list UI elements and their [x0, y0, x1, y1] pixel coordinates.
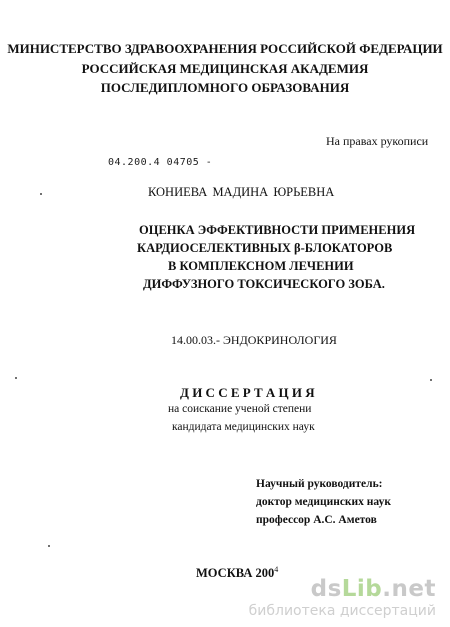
specialty-code: 14.00.03.- ЭНДОКРИНОЛОГИЯ: [171, 333, 337, 347]
title-line-3: В КОМПЛЕКСНОМ ЛЕЧЕНИИ: [168, 259, 354, 273]
supervisor-label: Научный руководитель:: [256, 478, 383, 490]
degree-subtitle-2: кандидата медицинских наук: [172, 421, 315, 433]
city-year-printed: МОСКВА 200: [196, 566, 275, 581]
degree-subtitle-1: на соискание ученой степени: [168, 403, 312, 415]
watermark-brand: [249, 576, 436, 602]
watermark-brand-net: .net: [382, 576, 436, 602]
author-name: КОНИЕВА МАДИНА ЮРЬЕВНА: [148, 185, 335, 199]
watermark-brand-lib: Lib: [341, 576, 383, 602]
rights-note: На правах рукописи: [326, 134, 429, 148]
scan-speck: [48, 545, 50, 547]
supervisor-name: профессор А.С. Аметов: [256, 514, 377, 526]
ministry-line-3: ПОСЛЕДИПЛОМНОГО ОБРАЗОВАНИЯ: [100, 80, 350, 95]
dissertation-heading: Д И С С Е Р Т А Ц И Я: [180, 385, 315, 400]
title-line-2: КАРДИОСЕЛЕКТИВНЫХ β-БЛОКАТОРОВ: [137, 241, 393, 255]
ministry-line-2: РОССИЙСКАЯ МЕДИЦИНСКАЯ АКАДЕМИЯ: [81, 61, 369, 76]
ministry-line-1: МИНИСТЕРСТВО ЗДРАВООХРАНЕНИЯ РОССИЙСКОЙ ФЕДЕРАЦИИ: [7, 41, 443, 56]
title-line-1: ОЦЕНКА ЭФФЕКТИВНОСТИ ПРИМЕНЕНИЯ: [139, 223, 416, 237]
watermark: [249, 576, 436, 619]
supervisor-degree: доктор медицинских наук: [256, 496, 391, 508]
scan-speck: [40, 193, 42, 195]
year-handwritten: 4: [274, 565, 279, 574]
watermark-brand-ds: ds: [310, 576, 342, 602]
title-line-4: ДИФФУЗНОГО ТОКСИЧЕСКОГО ЗОБА.: [143, 277, 385, 291]
archive-number: 04.200.4 04705 -: [108, 157, 213, 168]
watermark-subtitle: библиотека диссертаций: [248, 603, 436, 619]
scan-speck: [430, 379, 432, 381]
scan-speck: [15, 377, 17, 379]
